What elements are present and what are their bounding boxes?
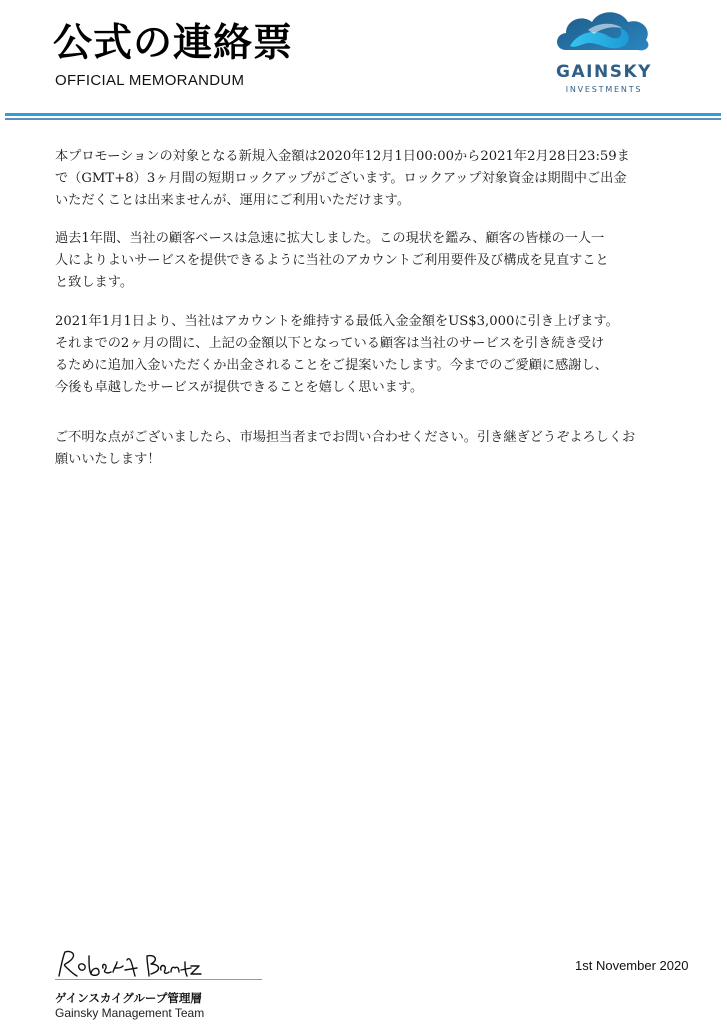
paragraph-growth <box>55 228 695 294</box>
paragraph-line: 願いいたします！ <box>55 452 161 467</box>
signature-line <box>55 979 262 980</box>
paragraph-line: 今後も卓越したサービスが提供できることを嬉しく思います。 <box>55 380 424 395</box>
paragraph-line: 人によりよいサービスを提供できるように当社のアカウントご利用要件及び構成を見直すこと <box>55 253 609 268</box>
paragraph-line: 本プロモーションの対象となる新規入金額は2020年12月1日00:00から2021年2月28日23:59ま <box>55 149 630 164</box>
cloud-swirl-logo-icon <box>548 6 660 62</box>
paragraph-contact <box>55 427 695 471</box>
memo-title-japanese: 公式の連絡票 <box>53 21 294 66</box>
logo-subtitle: INVESTMENTS <box>565 85 643 94</box>
header-divider-secondary <box>5 118 721 120</box>
header-divider-primary <box>5 113 721 116</box>
company-logo <box>548 6 660 98</box>
paragraph-line: で（GMT+8）3ヶ月間の短期ロックアップがございます。ロックアップ対象資金は期間中ご出金 <box>55 171 627 186</box>
paragraph-minimum-deposit <box>55 311 695 399</box>
paragraph-line: いただくことは出来ませんが、運用にご利用いただけます。 <box>55 193 411 208</box>
team-name-english: Gainsky Management Team <box>55 1006 205 1020</box>
paragraph-line: それまでの2ヶ月の間に、上記の金額以下となっている顧客は当社のサービスを引き続き受け <box>55 336 605 351</box>
paragraph-line: ご不明な点がございましたら、市場担当者までお問い合わせください。引き継ぎどうぞよろしくお <box>55 430 636 445</box>
team-name-japanese: ゲインスカイグループ管理層 <box>55 991 202 1005</box>
paragraph-line: 過去1年間、当社の顧客ベースは急速に拡大しました。この現状を鑑み、顧客の皆様の一人一 <box>55 231 605 246</box>
paragraph-line: 2021年1月1日より、当社はアカウントを維持する最低入金金額をUS$3,000に引き上げます。 <box>55 314 619 329</box>
memo-date: 1st November 2020 <box>575 958 689 973</box>
memo-title-english: OFFICIAL MEMORANDUM <box>55 72 245 89</box>
paragraph-line: と致します。 <box>55 275 134 290</box>
paragraph-line: るために追加入金いただくか出金されることをご提案いたします。今までのご愛顧に感謝し、 <box>55 358 608 373</box>
logo-wordmark: GAINSKY <box>556 62 652 82</box>
paragraph-lockup <box>55 146 695 212</box>
handwritten-signature <box>55 946 205 982</box>
